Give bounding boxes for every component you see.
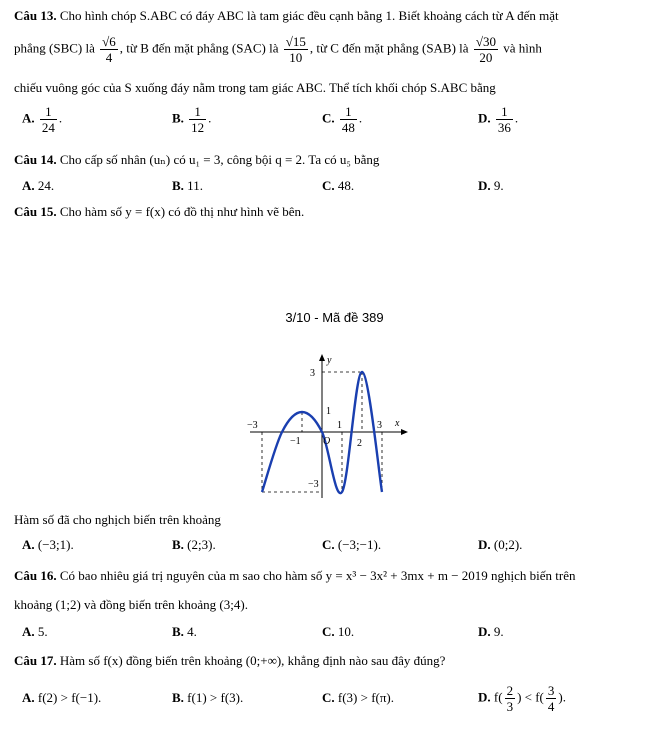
q17-option-a[interactable] <box>22 690 101 706</box>
q16-label: Câu 16. <box>14 568 57 583</box>
option-end: . <box>208 110 212 126</box>
option-label: B. <box>172 537 184 552</box>
q15-text: Cho hàm số y = f(x) có đồ thị như hình vẽ bên. <box>59 204 305 219</box>
frac-sqrt6-4 <box>100 34 118 65</box>
q17-option-b[interactable] <box>172 690 243 706</box>
q13-text-1: Cho hình chóp S.ABC có đáy ABC là tam giác đều cạnh bằng 1. Biết khoảng cách từ A đến mặt <box>59 8 559 23</box>
frac-den: 24 <box>41 120 55 135</box>
option-label: D. <box>478 537 491 552</box>
frac-num: √15 <box>285 34 306 49</box>
q16-option-d[interactable] <box>478 624 504 640</box>
frac-den: 12 <box>191 120 205 135</box>
optd-pre: f( <box>493 689 503 705</box>
y-axis-label: y <box>327 355 332 366</box>
option-label: C. <box>322 537 335 552</box>
q13-l2b: , từ B đến mặt phẳng (SAC) là <box>119 40 279 56</box>
option-label: C. <box>322 110 335 126</box>
frac-den: 4 <box>105 50 113 65</box>
tick-x1: 1 <box>337 420 342 431</box>
q16-line1 <box>14 568 576 584</box>
option-text: (2;3). <box>187 537 216 552</box>
q13-l2d: và hình <box>503 40 542 56</box>
frac-den: 36 <box>497 120 511 135</box>
optd-mid: ) < f( <box>517 689 544 705</box>
tick-y3: 3 <box>310 368 315 379</box>
q14-line <box>14 152 379 168</box>
y-axis-arrow <box>319 354 325 361</box>
frac-den: 4 <box>547 699 555 714</box>
frac-2-3 <box>505 683 516 714</box>
x-axis-label: x <box>395 418 400 429</box>
option-end: . <box>514 110 519 126</box>
frac-sqrt30-20 <box>474 34 498 65</box>
option-label: B. <box>172 624 184 639</box>
q14-label: Câu 14. <box>14 152 57 167</box>
option-text: 5. <box>37 624 48 639</box>
option-text: (−3;1). <box>37 537 74 552</box>
option-label: A. <box>22 624 35 639</box>
option-label: A. <box>22 178 35 193</box>
q16-line2: khoảng (1;2) và đồng biến trên khoảng (3;4). <box>14 597 248 612</box>
q13-l2a: phẳng (SBC) là <box>14 40 95 56</box>
option-label: D. <box>478 178 491 193</box>
frac-num: √6 <box>102 34 116 49</box>
option-text: 11. <box>187 178 203 193</box>
frac-num: 1 <box>40 104 57 120</box>
frac-den: 48 <box>341 120 355 135</box>
q17-option-c[interactable] <box>322 690 394 706</box>
q16-text-1: Có bao nhiêu giá trị nguyên của m sao cho hàm số y = x³ − 3x² + 3mx + m − 2019 nghịch biến trên <box>59 568 576 583</box>
q17-line <box>14 653 445 669</box>
option-text: 24. <box>37 178 55 193</box>
option-label: A. <box>22 690 35 705</box>
q15-line <box>14 204 304 220</box>
frac-den: 10 <box>289 50 303 65</box>
tick-ym3: −3 <box>308 479 319 490</box>
tick-x2: 2 <box>357 438 362 449</box>
optd-post: ). <box>558 689 566 705</box>
frac-3-4 <box>546 683 557 714</box>
option-label: C. <box>322 624 335 639</box>
q17-text: Hàm số f(x) đồng biến trên khoảng (0;+∞), khẳng định nào sau đây đúng? <box>59 653 446 668</box>
page-footer: 3/10 - Mã đề 389 <box>285 310 384 325</box>
q14-option-b[interactable] <box>172 178 203 194</box>
option-end: . <box>58 110 63 126</box>
q14-option-d[interactable] <box>478 178 504 194</box>
frac-num: 2 <box>506 683 514 698</box>
q15-question: Hàm số đã cho nghịch biến trên khoảng <box>14 512 221 527</box>
option-text: 4. <box>187 624 197 639</box>
option-text: f(1) > f(3). <box>187 690 244 705</box>
option-text: 9. <box>493 178 504 193</box>
q17-label: Câu 17. <box>14 653 57 668</box>
q13-option-c[interactable] <box>322 104 362 135</box>
q15-option-d[interactable] <box>478 537 522 553</box>
option-label: B. <box>172 690 184 705</box>
option-label: B. <box>172 178 184 193</box>
option-label: C. <box>322 178 335 193</box>
option-text: f(2) > f(−1). <box>37 690 102 705</box>
frac-den: 3 <box>506 699 514 714</box>
tick-xm1: −1 <box>290 436 301 447</box>
q17-option-d[interactable] <box>478 683 566 714</box>
frac-num: 1 <box>189 104 206 120</box>
q15-option-a[interactable] <box>22 537 74 553</box>
tick-x3: 3 <box>377 420 382 431</box>
q15-option-b[interactable] <box>172 537 216 553</box>
q16-option-b[interactable] <box>172 624 197 640</box>
q14-text: Cho cấp số nhân (uₙ) có u₁ = 3, công bội q = 2. Ta có u₅ bằng <box>59 152 380 167</box>
option-label: D. <box>478 689 491 705</box>
q13-line3: chiếu vuông góc của S xuống đáy nằm trong tam giác ABC. Thể tích khối chóp S.ABC bằng <box>14 80 496 95</box>
q16-option-c[interactable] <box>322 624 354 640</box>
q15-label: Câu 15. <box>14 204 57 219</box>
q14-option-c[interactable] <box>322 178 354 194</box>
q13-line1 <box>14 8 559 24</box>
option-text: (−3;−1). <box>337 537 382 552</box>
option-label: C. <box>322 690 335 705</box>
option-text: 9. <box>493 624 504 639</box>
frac-option <box>189 104 206 135</box>
x-axis-arrow <box>401 429 408 435</box>
q13-option-d[interactable] <box>478 104 518 135</box>
frac-option <box>340 104 357 135</box>
q13-l2c: , từ C đến mặt phẳng (SAB) là <box>309 40 469 56</box>
option-text: (0;2). <box>493 537 523 552</box>
frac-num: 3 <box>547 683 555 698</box>
q13-option-a[interactable] <box>22 104 62 135</box>
option-text: 10. <box>337 624 355 639</box>
frac-option <box>496 104 513 135</box>
frac-den: 20 <box>479 50 493 65</box>
q13-line2 <box>14 34 542 65</box>
q14-option-a[interactable] <box>22 178 54 194</box>
q16-option-a[interactable] <box>22 624 48 640</box>
frac-option <box>40 104 57 135</box>
option-label: D. <box>478 624 491 639</box>
frac-num: 1 <box>340 104 357 120</box>
option-label: B. <box>172 110 184 126</box>
origin-label: O <box>323 436 331 447</box>
option-label: D. <box>478 110 491 126</box>
frac-sqrt15-10 <box>284 34 308 65</box>
frac-num: 1 <box>496 104 513 120</box>
option-label: A. <box>22 537 35 552</box>
q13-label: Câu 13. <box>14 8 57 23</box>
tick-y1: 1 <box>326 406 331 417</box>
tick-xm3: −3 <box>247 420 258 431</box>
q13-option-b[interactable] <box>172 104 211 135</box>
option-end: . <box>358 110 363 126</box>
q15-option-c[interactable] <box>322 537 381 553</box>
option-text: 48. <box>337 178 355 193</box>
frac-num: √30 <box>475 34 496 49</box>
option-label: A. <box>22 110 35 126</box>
option-text: f(3) > f(π). <box>337 690 395 705</box>
function-graph <box>238 352 418 500</box>
